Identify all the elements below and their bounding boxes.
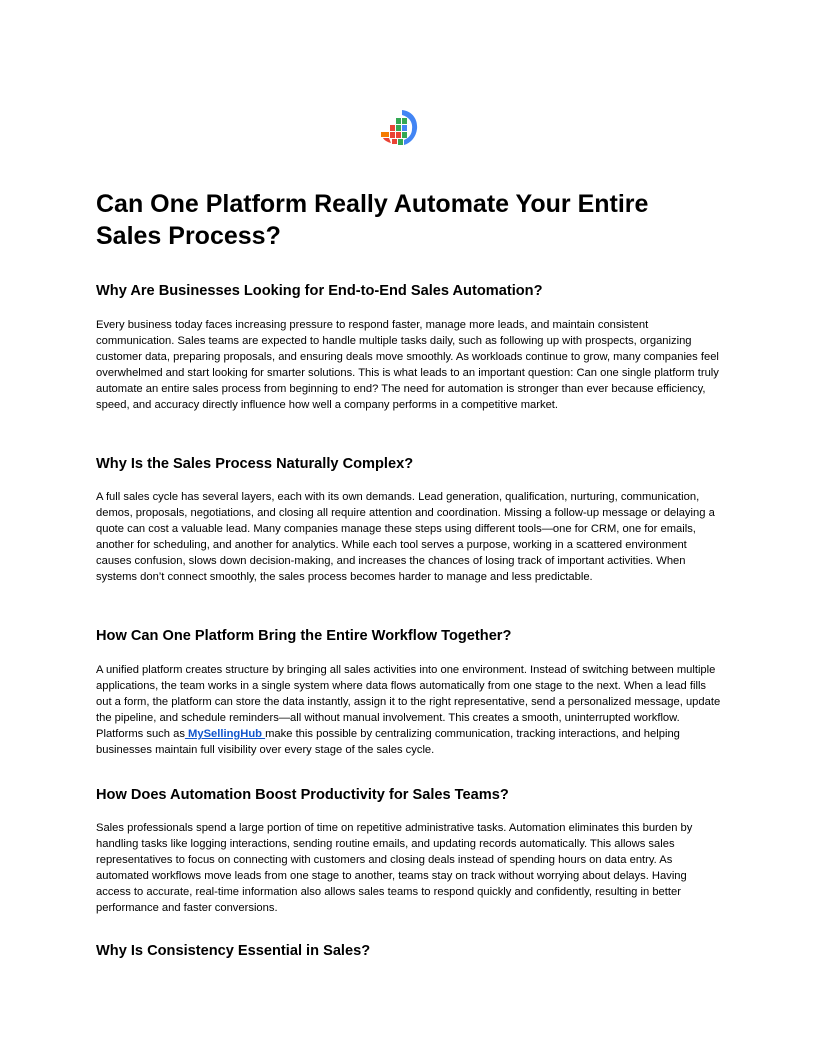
- section-heading-2: Why Is the Sales Process Naturally Complex?: [96, 456, 414, 472]
- section-paragraph-4: Sales professionals spend a large portion of time on repetitive administrative tasks. Automation eliminates this burden by handling tasks like logging interactions, sending routine emails, and updating records automatically. This allows sales representatives to focus on connecting with customers and closing deals instead of spending hours on data entry. As automated workflows move leads from one stage to another, teams stay on track without worrying about delays. Having access to accurate, real-time information also allows sales teams to respond quickly and confidently, resulting in better performance and faster conversions.: [96, 822, 693, 914]
- section-heading-1: Why Are Businesses Looking for End-to-End Sales Automation?: [96, 283, 543, 299]
- section-heading-3: How Can One Platform Bring the Entire Workflow Together?: [96, 628, 512, 644]
- paragraph-text-after-link: make this possible by centralizing communication, tracking interactions, and helping businesses maintain full visibility over every stage of the sales cycle.: [96, 728, 680, 756]
- brand-logo-icon: [379, 108, 419, 148]
- section-paragraph-2: A full sales cycle has several layers, each with its own demands. Lead generation, qualification, nurturing, communication, demos, proposals, negotiations, and closing all require attention and coordination. Missing a follow-up message or delaying a quote can cost a valuable lead. Many companies manage these steps using different tools—one for CRM, one for emails, another for scheduling, and another for analytics. While each tool serves a purpose, working in a scattered environment causes confusion, slows down decision-making, and increases the chances of losing track of important activities. When systems don’t connect smoothly, the sales process becomes harder to manage and less predictable.: [96, 491, 715, 583]
- document-title: Can One Platform Really Automate Your Entire Sales Process?: [96, 190, 649, 250]
- paragraph-text-before-link: A unified platform creates structure by bringing all sales activities into one environment. Instead of switching between multiple applications, the team works in a single system where data flows automatically from one stage to the next. When a lead fills out a form, the platform can store the data instantly, assign it to the right representative, send a personalized message, update the pipeline, and schedule reminders—all without manual involvement. This creates a smooth, uninterrupted workflow. Platforms such as: [96, 664, 721, 740]
- mysellinghub-link[interactable]: MySellingHub: [184, 728, 266, 740]
- section-paragraph-1: Every business today faces increasing pressure to respond faster, manage more leads, and maintain consistent communication. Sales teams are expected to handle multiple tasks daily, such as following up with prospects, organizing customer data, preparing proposals, and ensuring deals move smoothly. As workloads continue to grow, many companies feel overwhelmed and start looking for smarter solutions. This is what leads to an important question: Can one single platform truly automate an entire sales process from beginning to end? The need for automation is stronger than ever because efficiency, speed, and accuracy directly influence how well a company performs in a competitive market.: [96, 319, 719, 411]
- section-heading-4: How Does Automation Boost Productivity for Sales Teams?: [96, 787, 509, 803]
- section-paragraph-3: [96, 662, 722, 758]
- section-heading-5: Why Is Consistency Essential in Sales?: [96, 943, 371, 959]
